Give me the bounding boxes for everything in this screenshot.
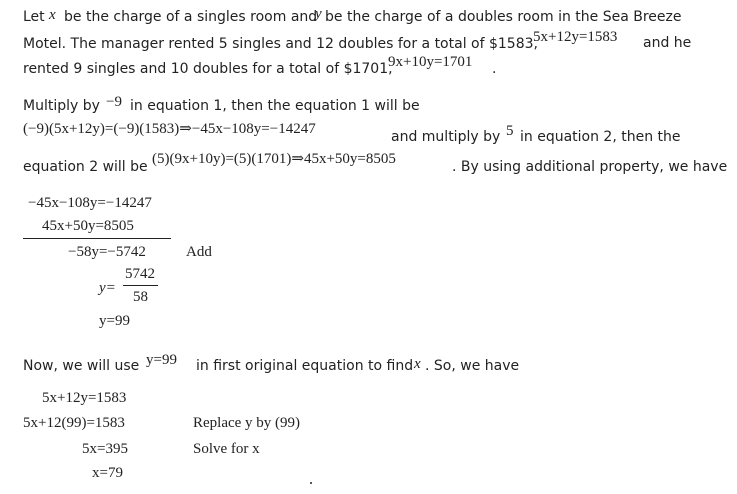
equation-1: 5x+12y=1583 (533, 29, 618, 45)
var-x: x (414, 356, 421, 372)
y-result: y=99 (99, 313, 130, 329)
intro-text: . (492, 61, 497, 77)
step-text: in first original equation to find (196, 358, 414, 374)
var-y: y (315, 6, 322, 22)
step-text: equation 2 will be (23, 159, 148, 175)
step-text: Now, we will use (23, 358, 140, 374)
fraction-bar (123, 285, 158, 286)
expression-eq2-times-5: (5)(9x+10y)=(5)(1701)⇒45x+50y=8505 (152, 151, 396, 167)
intro-text: Motel. The manager rented 5 singles and 12 doubles for a total of $1583, (23, 36, 538, 52)
elim-row-2: 45x+50y=8505 (42, 218, 134, 234)
factor-5: 5 (506, 123, 514, 139)
fraction-lhs: y= (99, 280, 116, 296)
var-x: x (49, 7, 56, 23)
stray-dot (310, 482, 312, 484)
step-text: . So, we have (425, 358, 520, 374)
step-text: and multiply by (391, 129, 501, 145)
add-note: Add (186, 244, 212, 260)
x-result: x=79 (92, 465, 123, 481)
factor-minus9: −9 (106, 94, 122, 110)
solve-row-1: 5x+12y=1583 (42, 390, 127, 406)
fraction-denominator: 58 (133, 289, 148, 305)
elim-row-3: −58y=−5742 (68, 244, 146, 260)
intro-text: be the charge of a doubles room in the Sea Breeze (325, 9, 682, 25)
fraction-numerator: 5742 (125, 266, 155, 282)
step-text: in equation 2, then the (520, 129, 681, 145)
expression-eq1-times-minus9: (−9)(5x+12y)=(−9)(1583)⇒−45x−108y=−14247 (23, 121, 316, 137)
solve-note: Solve for x (193, 441, 260, 457)
elim-row-1: −45x−108y=−14247 (28, 195, 152, 211)
replace-note: Replace y by (99) (193, 415, 301, 431)
step-text: Multiply by (23, 98, 100, 114)
step-text: . By using additional property, we have (452, 159, 728, 175)
sum-rule (23, 238, 171, 239)
step-text: in equation 1, then the equation 1 will be (130, 98, 420, 114)
intro-text: Let (23, 9, 45, 25)
solve-row-2: 5x+12(99)=1583 (23, 415, 125, 431)
solve-row-3: 5x=395 (82, 441, 128, 457)
intro-text: be the charge of a singles room and (64, 9, 318, 25)
intro-text: rented 9 singles and 10 doubles for a total of $1701, (23, 61, 393, 77)
equation-2: 9x+10y=1701 (388, 54, 473, 70)
condition-y: y=99 (146, 352, 177, 368)
intro-text: and he (643, 35, 692, 51)
